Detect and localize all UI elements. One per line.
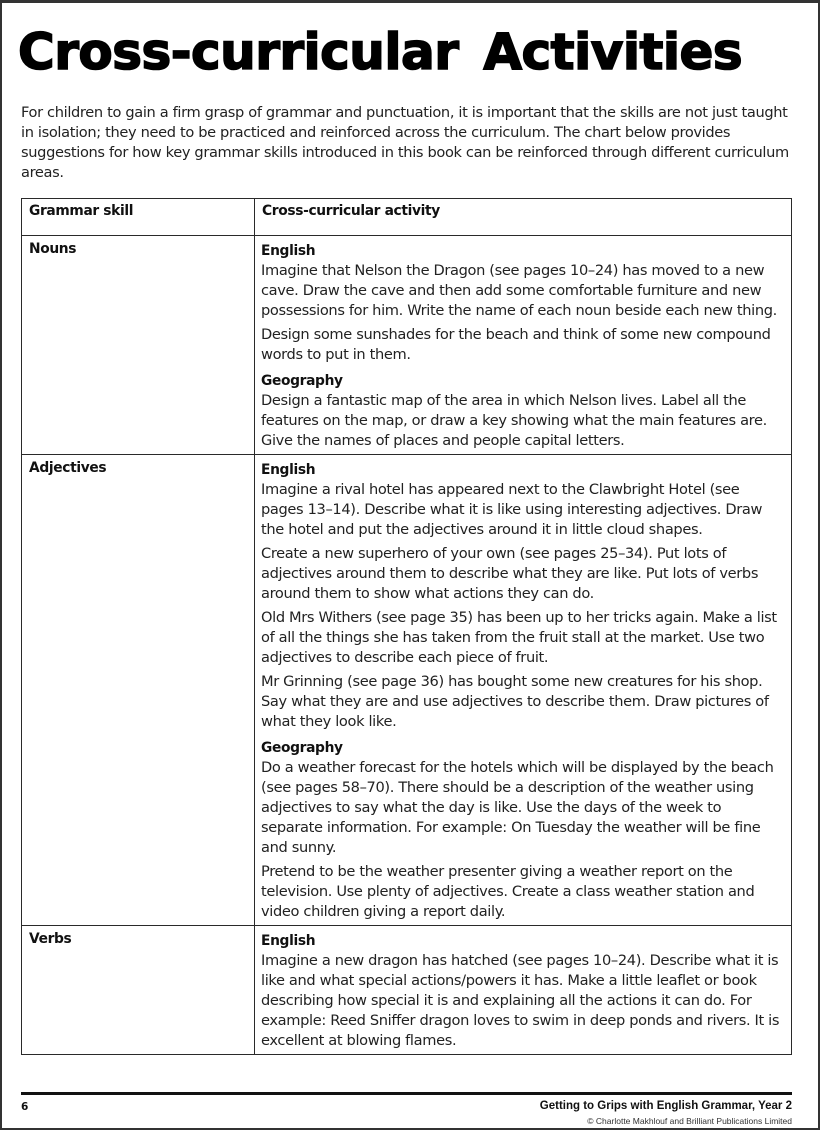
grammar-skill-verbs: Verbs bbox=[22, 926, 255, 1055]
subject-heading: Geography bbox=[261, 373, 343, 389]
cross-curricular-table bbox=[21, 198, 792, 1055]
activity-text: Mr Grinning (see page 36) has bought some new creatures for his shop. Say what they are and use adjectives to describe them. Draw pictures of what they look like. bbox=[261, 673, 769, 730]
column-header-grammar-skill: Grammar skill bbox=[22, 199, 255, 236]
table-row bbox=[22, 926, 792, 1055]
footer-rule bbox=[21, 1092, 792, 1095]
activity-text: Imagine a rival hotel has appeared next to the Clawbright Hotel (see pages 13–14). Describe what it is like using interesting adjectives. Draw the hotel and put the adjectives around it in little cloud shapes. bbox=[261, 481, 763, 538]
activity-text: Pretend to be the weather presenter giving a weather report on the television. Use plenty of adjectives. Create a class weather station and video children giving a report daily. bbox=[261, 863, 755, 920]
subject-block-english bbox=[261, 241, 784, 365]
copyright-notice: © Charlotte Makhlouf and Brilliant Publications Limited bbox=[587, 1116, 792, 1126]
column-header-activity: Cross-curricular activity bbox=[255, 199, 792, 236]
subject-heading: English bbox=[261, 933, 316, 949]
subject-block-geography bbox=[261, 371, 784, 451]
activity-cell bbox=[255, 926, 792, 1055]
table-header-row bbox=[22, 199, 792, 236]
table-row bbox=[22, 455, 792, 926]
subject-block-geography bbox=[261, 738, 784, 922]
book-title: Getting to Grips with English Grammar, Year 2 bbox=[539, 1100, 792, 1112]
intro-paragraph: For children to gain a firm grasp of grammar and punctuation, it is important that the skills are not just taught in isolation; they need to be practiced and reinforced across the curriculum. The chart below provides suggestions for how key grammar skills introduced in this book can be reinforced through different curriculum areas. bbox=[21, 104, 789, 181]
activity-cell bbox=[255, 455, 792, 926]
table-row bbox=[22, 236, 792, 455]
subject-block-english bbox=[261, 931, 784, 1051]
activity-text: Design some sunshades for the beach and think of some new compound words to put in them. bbox=[261, 326, 771, 363]
activity-text: Design a fantastic map of the area in which Nelson lives. Label all the features on the map, or draw a key showing what the main features are. Give the names of places and people capital letters. bbox=[261, 392, 767, 449]
subject-heading: Geography bbox=[261, 740, 343, 756]
page-number: 6 bbox=[21, 1101, 29, 1113]
grammar-skill-adjectives: Adjectives bbox=[22, 455, 255, 926]
grammar-skill-nouns: Nouns bbox=[22, 236, 255, 455]
subject-block-english bbox=[261, 460, 784, 732]
activity-cell bbox=[255, 236, 792, 455]
subject-heading: English bbox=[261, 243, 316, 259]
activity-text: Create a new superhero of your own (see pages 25–34). Put lots of adjectives around them to describe what they are like. Put lots of verbs around them to show what actions they can do. bbox=[261, 545, 759, 602]
subject-heading: English bbox=[261, 462, 316, 478]
activity-text: Imagine that Nelson the Dragon (see pages 10–24) has moved to a new cave. Draw the cave and then add some comfortable furniture and new possessions for him. Write the name of each noun beside each new thing. bbox=[261, 262, 777, 319]
activity-text: Old Mrs Withers (see page 35) has been up to her tricks again. Make a list of all the things she has taken from the fruit stall at the market. Use two adjectives to describe each piece of fruit. bbox=[261, 609, 777, 666]
page-title: Cross-curricular Activities bbox=[18, 23, 743, 81]
activity-text: Do a weather forecast for the hotels which will be displayed by the beach (see pages 58–70). There should be a description of the weather using adjectives to say what the day is like. Use the days of the week to separate information. For example: On Tuesday the weather will be fine and sunny. bbox=[261, 759, 774, 856]
activity-text: Imagine a new dragon has hatched (see pages 10–24). Describe what it is like and what special actions/powers it has. Make a little leaflet or book describing how special it is and explaining all the actions it can do. For example: Reed Sniffer dragon loves to swim in deep ponds and rivers. It is excellent at blowing flames. bbox=[261, 952, 780, 1049]
